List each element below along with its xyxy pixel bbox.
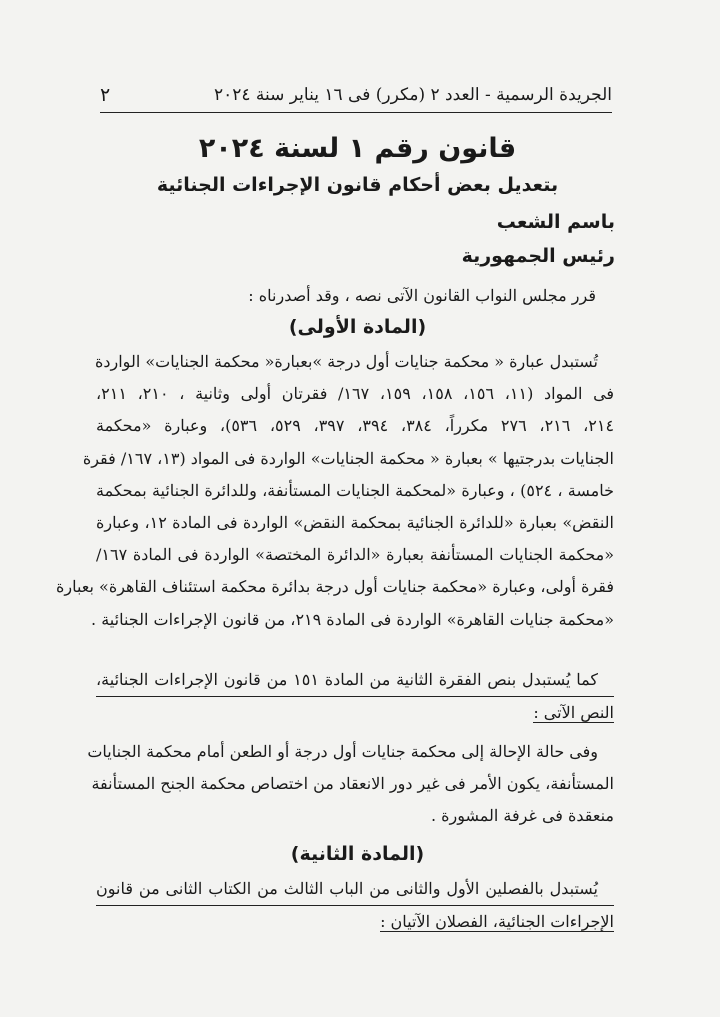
article2-line: يُستبدل بالفصلين الأول والثانى من الباب الثالث من الكتاب الثانى من قانون [96, 873, 614, 906]
article1-line: الجنايات بدرجتيها » بعبارة « محكمة الجنايات» الواردة فى المواد (١٣، ١٦٧/ فقرة [82, 448, 614, 468]
article1-new-text [87, 736, 614, 833]
new-text-line: المستأنفة، يكون الأمر فى غير دور الانعقاد من اختصاص محكمة الجنح المستأنفة [91, 774, 614, 794]
new-text-line: وفى حالة الإحالة إلى محكمة جنايات أول درجة أو الطعن أمام محكمة الجنايات [87, 742, 598, 761]
article1-amendment [96, 664, 614, 729]
law-subtitle: بتعديل بعض أحكام قانون الإجراءات الجنائية [156, 174, 559, 196]
article1-line: خامسة ، ٥٢٤) ، وعبارة «لمحكمة الجنايات المستأنفة، وللدائرة الجنائية بمحكمة [96, 480, 614, 500]
preamble-text: قرر مجلس النواب القانون الآتى نصه ، وقد أصدرناه : [248, 286, 596, 305]
law-title: قانون رقم ١ لسنة ٢٠٢٤ [198, 133, 517, 164]
amendment-line [96, 697, 614, 729]
amendment-line: كما يُستبدل بنص الفقرة الثانية من المادة ١٥١ من قانون الإجراءات الجنائية، [96, 664, 614, 697]
new-text-line: منعقدة فى غرفة المشورة . [430, 806, 614, 826]
article1-line: فى المواد (١١، ١٥٦، ١٥٨، ١٥٩، ١٦٧/ فقرتان أولى وثانية ، ٢١٠، ٢١١، [96, 384, 615, 404]
article2-line [96, 906, 614, 938]
header-divider [100, 112, 612, 113]
president-label: رئيس الجمهورية [461, 245, 615, 267]
header-issue: الجريدة الرسمية - العدد ٢ (مكرر) فى ١٦ يناير سنة ٢٠٢٤ [213, 85, 612, 105]
article1-paragraph [55, 346, 615, 636]
article1-line: «محكمة الجنايات المستأنفة بعبارة «الدائرة المختصة» الواردة فى المادة ١٦٧/ [96, 545, 614, 565]
article1-line: تُستبدل عبارة « محكمة جنايات أول درجة »بعبارة« محكمة الجنايات» الواردة [95, 352, 598, 371]
amendment-line-end: النص الآتى : [533, 703, 614, 723]
article2-line-end: الإجراءات الجنائية، الفصلان الآتيان : [380, 912, 614, 932]
page-header [100, 82, 612, 108]
preamble [96, 280, 596, 312]
article2-paragraph [96, 873, 614, 938]
article1-line: ٢١٤، ٢١٦، ٢٧٦ مكرراً، ٣٨٤، ٣٩٤، ٣٩٧، ٥٢٩، ٥٣٦)، وعبارة «محكمة [96, 416, 615, 436]
article1-line: «محكمة جنايات القاهرة» الواردة فى المادة ٢١٩، من قانون الإجراءات الجنائية . [91, 609, 614, 629]
article2-heading: (المادة الثانية) [290, 843, 425, 865]
article1-heading: (المادة الأولى) [288, 316, 427, 338]
article1-line: فقرة أولى، وعبارة «محكمة جنايات أول درجة بدائرة محكمة استئناف القاهرة» بعبارة [55, 577, 614, 597]
article1-line: النقض» بعبارة «للدائرة الجنائية بمحكمة النقض» الواردة فى المادة ١٢، وعبارة [96, 513, 614, 533]
page-number: ٢ [100, 84, 111, 106]
people-label: باسم الشعب [496, 211, 615, 233]
